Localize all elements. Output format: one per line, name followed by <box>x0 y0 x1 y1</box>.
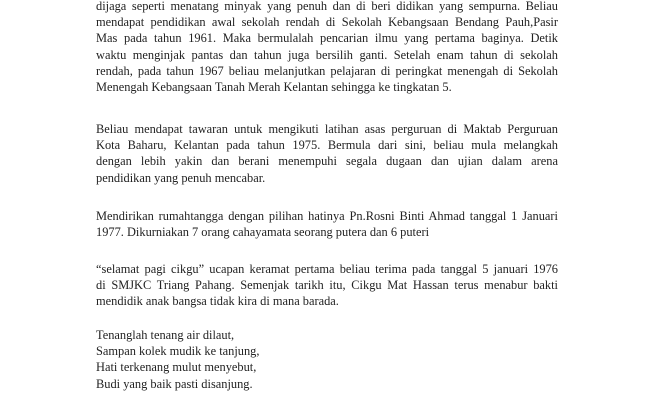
paragraph-1 <box>96 0 558 95</box>
paragraph-line: dijaga seperti menatang minyak yang penuh dan di beri didikan yang sempurna. Beliau <box>96 0 558 13</box>
poem-line: Budi yang baik pasti disanjung. <box>96 376 253 391</box>
paragraph-2 <box>96 121 558 186</box>
paragraph-line: Beliau mendapat tawaran untuk mengikuti latihan asas perguruan di Maktab Perguruan <box>96 122 558 136</box>
paragraph-line: Kota Baharu, Kelantan pada tahun 1975. Bermula dari sini, beliau mula melangkah <box>96 138 558 153</box>
paragraph-line: waktu menginjak pantas dan tahun juga bersilih ganti. Setelah enam tahun di sekolah <box>96 47 558 62</box>
paragraph-line: pendidikan yang penuh mencabar. <box>96 170 266 185</box>
paragraph-line: mendidik anak bangsa tidak kira di mana barada. <box>96 294 339 309</box>
poem-verse <box>96 327 558 392</box>
paragraph-line: Mendirikan rumahtangga dengan pilihan hatinya Pn.Rosni Binti Ahmad tanggal 1 Januari <box>96 209 558 223</box>
paragraph-4 <box>96 261 558 310</box>
paragraph-line: dengan lebih yakin dan berani menempuhi segala dugaan dan ujian dalam arena <box>96 154 558 169</box>
poem-line: Tenanglah tenang air dilaut, <box>96 328 235 342</box>
paragraph-line: “selamat pagi cikgu” ucapan keramat pertama beliau terima pada tanggal 5 januari 1976 <box>96 262 558 276</box>
poem-line: Hati terkenang mulut menyebut, <box>96 360 257 375</box>
paragraph-line: Menengah Kebangsaan Tanah Merah Kelantan sehingga ke tingkatan 5. <box>96 80 452 95</box>
paragraph-line: mendapat pendidikan awal sekolah rendah di Sekolah Kebangsaan Bendang Pauh,Pasir <box>96 15 558 30</box>
paragraph-line: rendah, pada tahun 1967 beliau melanjutkan pelajaran di peringkat menengah di Sekolah <box>96 63 558 78</box>
paragraph-line: 1977. Dikurniakan 7 orang cahayamata seorang putera dan 6 puteri <box>96 225 430 240</box>
paragraph-3 <box>96 208 558 240</box>
poem-line: Sampan kolek mudik ke tanjung, <box>96 344 260 359</box>
paragraph-line: Mas pada tahun 1961. Maka bermulalah pencarian ilmu yang pertama baginya. Detik <box>96 31 558 46</box>
paragraph-line: di SMJKC Triang Pahang. Semenjak tarikh itu, Cikgu Mat Hassan terus menabur bakti <box>96 278 558 293</box>
